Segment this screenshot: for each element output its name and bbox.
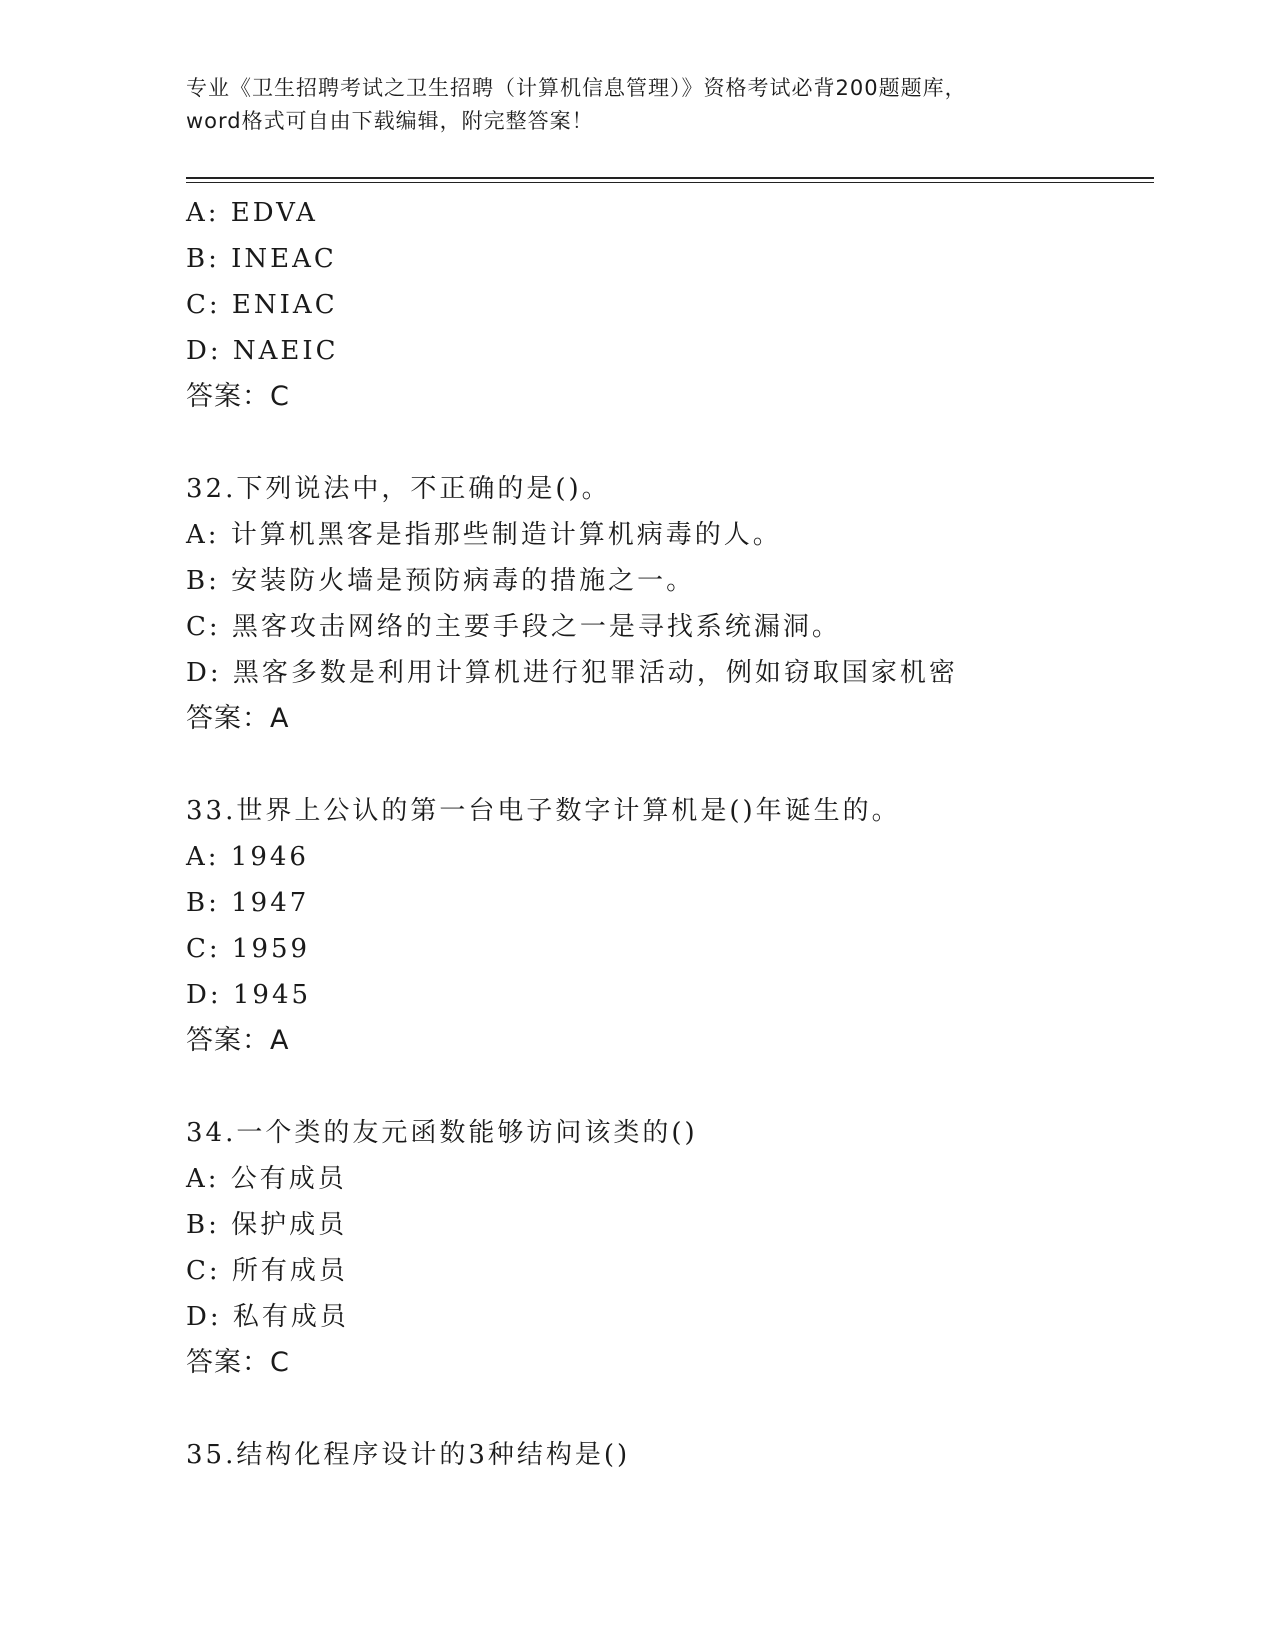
question-text: 32.下列说法中，不正确的是()。 [186,474,611,504]
option-d: D: 1945 [186,980,312,1010]
option-a: A: 公有成员 [186,1164,347,1194]
answer-line: 答案：C [186,381,290,412]
option-d: D: NAEIC [186,336,339,366]
option-b: B: 1947 [186,888,310,918]
question-block-32 [186,466,1154,742]
option-a: A: 1946 [186,842,309,872]
option-c: C: ENIAC [186,290,338,320]
spacer [186,1386,1154,1432]
header-line-2: word格式可自由下载编辑，附完整答案！ [186,109,594,133]
option-c: C: 所有成员 [186,1256,348,1286]
question-text: 34.一个类的友元函数能够访问该类的() [186,1118,698,1148]
answer-line: 答案：A [186,703,290,734]
answer-line: 答案：C [186,1347,290,1378]
document-header [186,72,1086,138]
option-c: C: 1959 [186,934,311,964]
question-block-31 [186,190,1154,420]
spacer [186,742,1154,788]
option-a: A: 计算机黑客是指那些制造计算机病毒的人。 [186,520,782,550]
option-d: D: 私有成员 [186,1302,349,1332]
question-block-34 [186,1110,1154,1386]
option-a: A: EDVA [186,198,318,228]
option-c: C: 黑客攻击网络的主要手段之一是寻找系统漏洞。 [186,612,841,642]
option-b: B: 安装防火墙是预防病毒的措施之一。 [186,566,696,596]
answer-line: 答案：A [186,1025,290,1056]
option-d: D: 黑客多数是利用计算机进行犯罪活动，例如窃取国家机密 [186,658,958,688]
question-text: 33.世界上公认的第一台电子数字计算机是()年诞生的。 [186,796,901,826]
header-line-1: 专业《卫生招聘考试之卫生招聘（计算机信息管理）》资格考试必背200题题库， [186,76,967,100]
question-text: 35.结构化程序设计的3种结构是() [186,1440,631,1470]
option-b: B: INEAC [186,244,337,274]
question-block-35 [186,1432,1154,1478]
option-b: B: 保护成员 [186,1210,348,1240]
spacer [186,420,1154,466]
spacer [186,1064,1154,1110]
header-divider-thick [186,177,1154,179]
header-divider-thin [186,182,1154,183]
question-list [186,190,1154,1478]
question-block-33 [186,788,1154,1064]
